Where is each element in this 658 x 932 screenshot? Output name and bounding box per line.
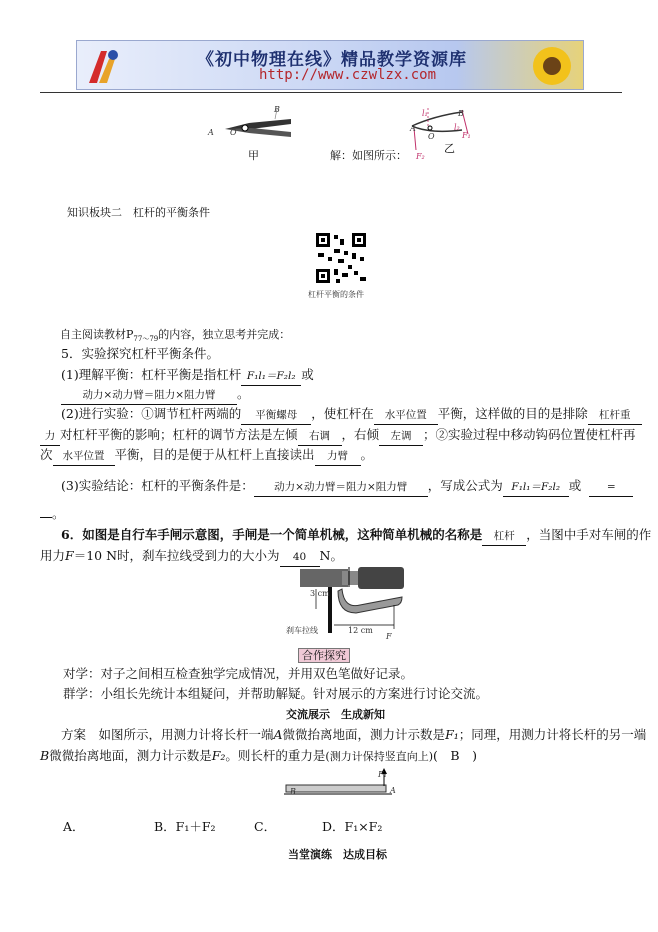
show-title: 交流展示 生成新知 <box>286 708 385 721</box>
scheme-line1: 方案 如图所示，用测力计将长杆一端A微微抬离地面，测力计示数是F₁；同理，用测力计将长杆的另一端 <box>61 727 647 742</box>
q5-stem: 5．实验探究杠杆平衡条件。 <box>61 346 219 361</box>
lever-label-f2: F₂ <box>416 152 425 161</box>
header-divider <box>40 92 622 93</box>
section-title: 知识板块二 杠杆的平衡条件 <box>67 206 210 219</box>
option-a[interactable]: A． <box>63 819 85 834</box>
q6-line1: 6．如图是自行车手闸示意图，手闸是一个简单机械，这种简单机械的名称是 杠杆 ，当图中手对车闸的作 <box>61 526 651 546</box>
q5-part2-line2: 力 对杠杆平衡的影响；杠杆的调节方法是左倾 右调 ，右倾 左调 ；②实验过程中移动钩码位置使杠杆再 <box>40 426 636 446</box>
header-banner <box>76 40 584 90</box>
banner-title: 《初中物理在线》精品教学资源库 <box>197 50 467 70</box>
q5-part3-line2: 。 <box>40 505 65 522</box>
brake-label-f: F <box>386 632 392 641</box>
sunflower-icon <box>527 43 577 89</box>
q5-part1-line1: (1)理解平衡：杠杆平衡是指杠杆 F₁l₁＝F₂l₂ 或 <box>61 366 314 386</box>
qr-caption: 杠杆平衡的条件 <box>308 290 364 299</box>
brake-label-12cm: 12 cm <box>348 626 373 635</box>
group-learning: 群学：小组长先统计本组疑问，并帮助解疑。针对展示的方案进行讨论交流。 <box>63 686 489 701</box>
option-c[interactable]: C． <box>254 819 277 834</box>
q5-part2-line1: (2)进行实验：①调节杠杆两端的 平衡螺母 ，使杠杆在 水平位置 平衡，这样做的目的是排除 杠杆重 <box>61 405 642 425</box>
lever-label-f1: F₁ <box>462 131 471 140</box>
practice-title: 当堂演练 达成目标 <box>288 848 387 861</box>
option-d[interactable]: D．F₁×F₂ <box>322 819 383 834</box>
lever-label-a: A <box>410 124 416 133</box>
pliers-figure <box>205 103 295 143</box>
rod-label-a: A <box>390 786 396 795</box>
q5-part3-line1: (3)实验结论：杠杆的平衡条件是： 动力×动力臂＝阻力×阻力臂 ，写成公式为 F₁l₁＝F₂l₂ 或 = <box>61 477 633 497</box>
q5-blank-words: 动力×动力臂＝阻力×阻力臂 <box>61 387 237 405</box>
q5-blank-formula: F₁l₁＝F₂l₂ <box>241 368 301 386</box>
pliers-label-o: O <box>230 128 237 137</box>
pliers-label-a: A <box>208 128 214 137</box>
cooperation-badge: 合作探究 <box>298 646 350 664</box>
rod-label-f1: F₁ <box>378 770 387 779</box>
lever-label-o: O <box>428 132 435 141</box>
scheme-line2: B微微抬离地面，测力计示数是F₂。则长杆的重力是(测力计保持竖直向上)( B ) <box>40 748 477 763</box>
logo-icon <box>83 45 123 87</box>
pliers-caption: 甲 <box>248 149 259 162</box>
reading-intro: 自主阅读教材$P_{77\sim 79}$的内容，独立思考并完成： <box>60 328 291 344</box>
pair-learning: 对学：对子之间相互检查独学完成情况，并用双色笔做好记录。 <box>63 666 414 681</box>
lever-label-l1: l₁ <box>422 109 428 118</box>
lever-caption: 乙 <box>444 142 455 155</box>
qr-code[interactable] <box>314 231 368 285</box>
pliers-label-b: B <box>274 105 280 114</box>
banner-url: http://www.czwlzx.com <box>259 67 437 83</box>
brake-label-3cm: 3 cm <box>310 589 330 598</box>
q6-line2: 用力F＝10 N时，刹车拉线受到力的大小为 40 N。 <box>40 547 343 567</box>
lever-label-l2: l₂ <box>454 123 460 132</box>
option-b[interactable]: B．F₁＋F₂ <box>154 819 216 834</box>
solution-label: 解：如图所示： <box>330 149 407 162</box>
q5-part2-line3: 次 水平位置 平衡，目的是便于从杠杆上直接读出 力臂 。 <box>40 446 373 466</box>
q5-part1-line2: 动力×动力臂＝阻力×阻力臂 。 <box>61 385 250 405</box>
rod-label-b: B <box>290 787 296 796</box>
brake-label-cable: 刹车拉线 <box>286 626 318 635</box>
lever-label-b: B <box>458 109 464 118</box>
